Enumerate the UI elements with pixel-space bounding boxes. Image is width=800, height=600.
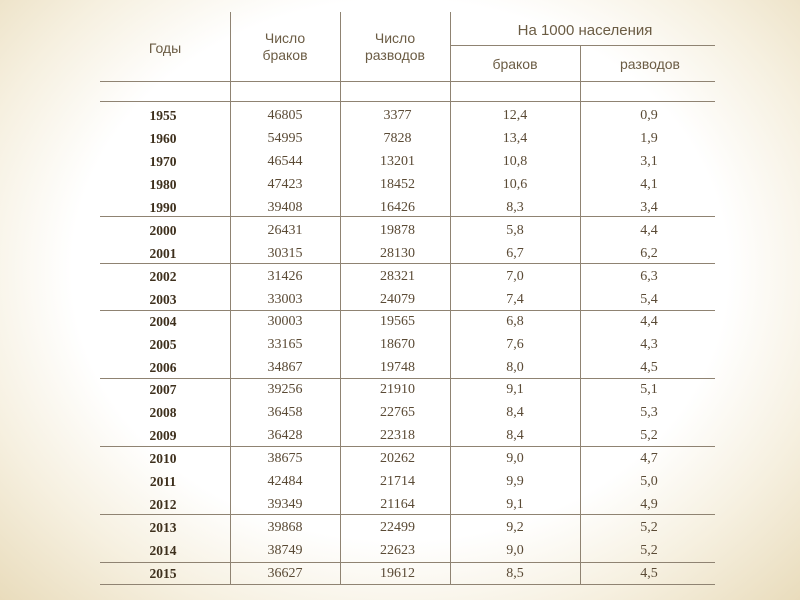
- table-cell-year: 2000: [149, 223, 177, 238]
- table-cell-year: 2003: [149, 292, 177, 307]
- table-cell-d-rate: 5,4: [640, 292, 658, 307]
- table-cell-d-rate: 4,1: [640, 177, 658, 192]
- table-cell-year: 1990: [149, 200, 177, 215]
- header-marriages: [240, 30, 330, 64]
- table-cell-m-rate: 9,1: [506, 497, 524, 512]
- table-cell-marriages: 36627: [267, 566, 303, 581]
- table-cell-m-rate: 12,4: [502, 108, 528, 123]
- table-cell-divorces: 22499: [380, 520, 415, 535]
- table-cell-d-rate: 5,0: [640, 474, 658, 489]
- table-cell-d-rate: 4,7: [640, 451, 658, 466]
- table-cell-year: 2002: [149, 269, 177, 284]
- table-cell-marriages: 47423: [267, 177, 303, 192]
- table-cell-d-rate: 1,9: [640, 131, 658, 146]
- table-cell-marriages: 34867: [267, 360, 303, 375]
- table-cell-marriages: 31426: [267, 269, 303, 284]
- table-cell-marriages: 30003: [267, 314, 303, 329]
- table-cell-d-rate: 4,4: [640, 314, 658, 329]
- table-cell-m-rate: 10,6: [502, 177, 528, 192]
- table-cell-divorces: 28130: [380, 246, 415, 261]
- table-cell-d-rate: 5,2: [640, 428, 658, 443]
- table-cell-year: 2009: [149, 428, 177, 443]
- table-cell-divorces: 20262: [380, 451, 415, 466]
- table-cell-marriages: 26431: [267, 223, 303, 238]
- table-cell-m-rate: 7,4: [506, 292, 524, 307]
- table-cell-m-rate: 7,6: [506, 337, 524, 352]
- table-cell-divorces: 28321: [380, 269, 415, 284]
- table-cell-year: 1960: [149, 131, 177, 146]
- header-per-1000: На 1000 населения: [517, 22, 653, 39]
- table-cell-year: 2015: [149, 566, 177, 581]
- table-cell-divorces: 7828: [383, 131, 412, 146]
- table-cell-divorces: 18670: [380, 337, 415, 352]
- table-cell-marriages: 36428: [267, 428, 303, 443]
- table-cell-m-rate: 8,4: [506, 405, 524, 420]
- table-cell-marriages: 42484: [267, 474, 303, 489]
- table-cell-year: 2005: [149, 337, 177, 352]
- table-cell-m-rate: 9,0: [506, 451, 524, 466]
- table-cell-d-rate: 6,2: [640, 246, 658, 261]
- table-cell-divorces: 24079: [380, 292, 415, 307]
- table-cell-marriages: 38749: [267, 543, 303, 558]
- table-cell-divorces: 22318: [380, 428, 415, 443]
- table-cell-m-rate: 13,4: [502, 131, 528, 146]
- header-divorces-line2: разводов: [365, 47, 425, 63]
- table-cell-divorces: 19612: [380, 566, 415, 581]
- table-cell-divorces: 13201: [380, 154, 415, 169]
- table-cell-year: 2001: [149, 246, 177, 261]
- header-marriages-line1: Число: [264, 30, 306, 46]
- table-cell-d-rate: 5,3: [640, 405, 658, 420]
- table-cell-m-rate: 8,5: [506, 566, 524, 581]
- table-cell-divorces: 21910: [380, 382, 415, 397]
- table-cell-marriages: 39349: [267, 497, 303, 512]
- table-cell-d-rate: 5,2: [640, 520, 658, 535]
- table-cell-d-rate: 4,5: [640, 566, 658, 581]
- header-per-divorces: разводов: [620, 56, 680, 72]
- table-cell-divorces: 22765: [380, 405, 415, 420]
- table-cell-d-rate: 4,9: [640, 497, 658, 512]
- table-cell-d-rate: 4,4: [640, 223, 658, 238]
- table-cell-m-rate: 8,0: [506, 360, 524, 375]
- table-cell-marriages: 33165: [267, 337, 303, 352]
- table-cell-year: 2006: [149, 360, 177, 375]
- header-per-marriages: браков: [492, 56, 538, 72]
- table-cell-marriages: 39256: [267, 382, 303, 397]
- table-cell-m-rate: 6,7: [506, 246, 524, 261]
- table-cell-year: 2010: [149, 451, 177, 466]
- table-cell-marriages: 38675: [267, 451, 303, 466]
- table-cell-marriages: 33003: [267, 292, 303, 307]
- table-cell-m-rate: 5,8: [506, 223, 524, 238]
- table-cell-divorces: 21164: [380, 497, 415, 512]
- table-cell-m-rate: 6,8: [506, 314, 524, 329]
- table-cell-m-rate: 9,9: [506, 474, 524, 489]
- table-cell-year: 2012: [149, 497, 177, 512]
- table-cell-m-rate: 8,3: [506, 200, 524, 215]
- table-cell-marriages: 46805: [267, 108, 303, 123]
- table-cell-year: 1970: [149, 154, 177, 169]
- header-divorces-line1: Число: [374, 30, 416, 46]
- table-cell-divorces: 16426: [380, 200, 415, 215]
- table-cell-marriages: 36458: [267, 405, 303, 420]
- table-cell-d-rate: 3,4: [640, 200, 658, 215]
- table-cell-year: 2004: [149, 314, 177, 329]
- table-cell-d-rate: 5,2: [640, 543, 658, 558]
- table-cell-year: 2007: [149, 382, 177, 397]
- table-cell-d-rate: 3,1: [640, 154, 658, 169]
- header-divorces: [350, 30, 440, 64]
- table-cell-d-rate: 0,9: [640, 108, 658, 123]
- table-cell-year: 1955: [149, 108, 177, 123]
- table-cell-marriages: 46544: [267, 154, 303, 169]
- table-cell-m-rate: 8,4: [506, 428, 524, 443]
- table-cell-d-rate: 6,3: [640, 269, 658, 284]
- table-cell-d-rate: 4,5: [640, 360, 658, 375]
- table-cell-m-rate: 9,1: [506, 382, 524, 397]
- table-cell-marriages: 54995: [267, 131, 303, 146]
- table-cell-divorces: 19748: [380, 360, 415, 375]
- table-cell-divorces: 18452: [380, 177, 415, 192]
- table-cell-m-rate: 7,0: [506, 269, 524, 284]
- table-cell-marriages: 30315: [267, 246, 303, 261]
- table-cell-year: 2008: [149, 405, 177, 420]
- table-cell-year: 2014: [149, 543, 177, 558]
- table-cell-d-rate: 4,3: [640, 337, 658, 352]
- table-cell-m-rate: 9,0: [506, 543, 524, 558]
- table-cell-d-rate: 5,1: [640, 382, 658, 397]
- table-cell-year: 2013: [149, 520, 177, 535]
- table-cell-marriages: 39408: [267, 200, 303, 215]
- table-cell-year: 1980: [149, 177, 177, 192]
- header-marriages-line2: браков: [262, 47, 308, 63]
- table-cell-m-rate: 9,2: [506, 520, 524, 535]
- table-cell-divorces: 21714: [380, 474, 415, 489]
- table-cell-divorces: 19565: [380, 314, 415, 329]
- table-cell-divorces: 3377: [383, 108, 412, 123]
- table-cell-divorces: 19878: [380, 223, 415, 238]
- table-cell-divorces: 22623: [380, 543, 415, 558]
- table-cell-year: 2011: [149, 474, 177, 489]
- table-cell-marriages: 39868: [267, 520, 303, 535]
- header-years: Годы: [148, 40, 182, 56]
- table-cell-m-rate: 10,8: [502, 154, 528, 169]
